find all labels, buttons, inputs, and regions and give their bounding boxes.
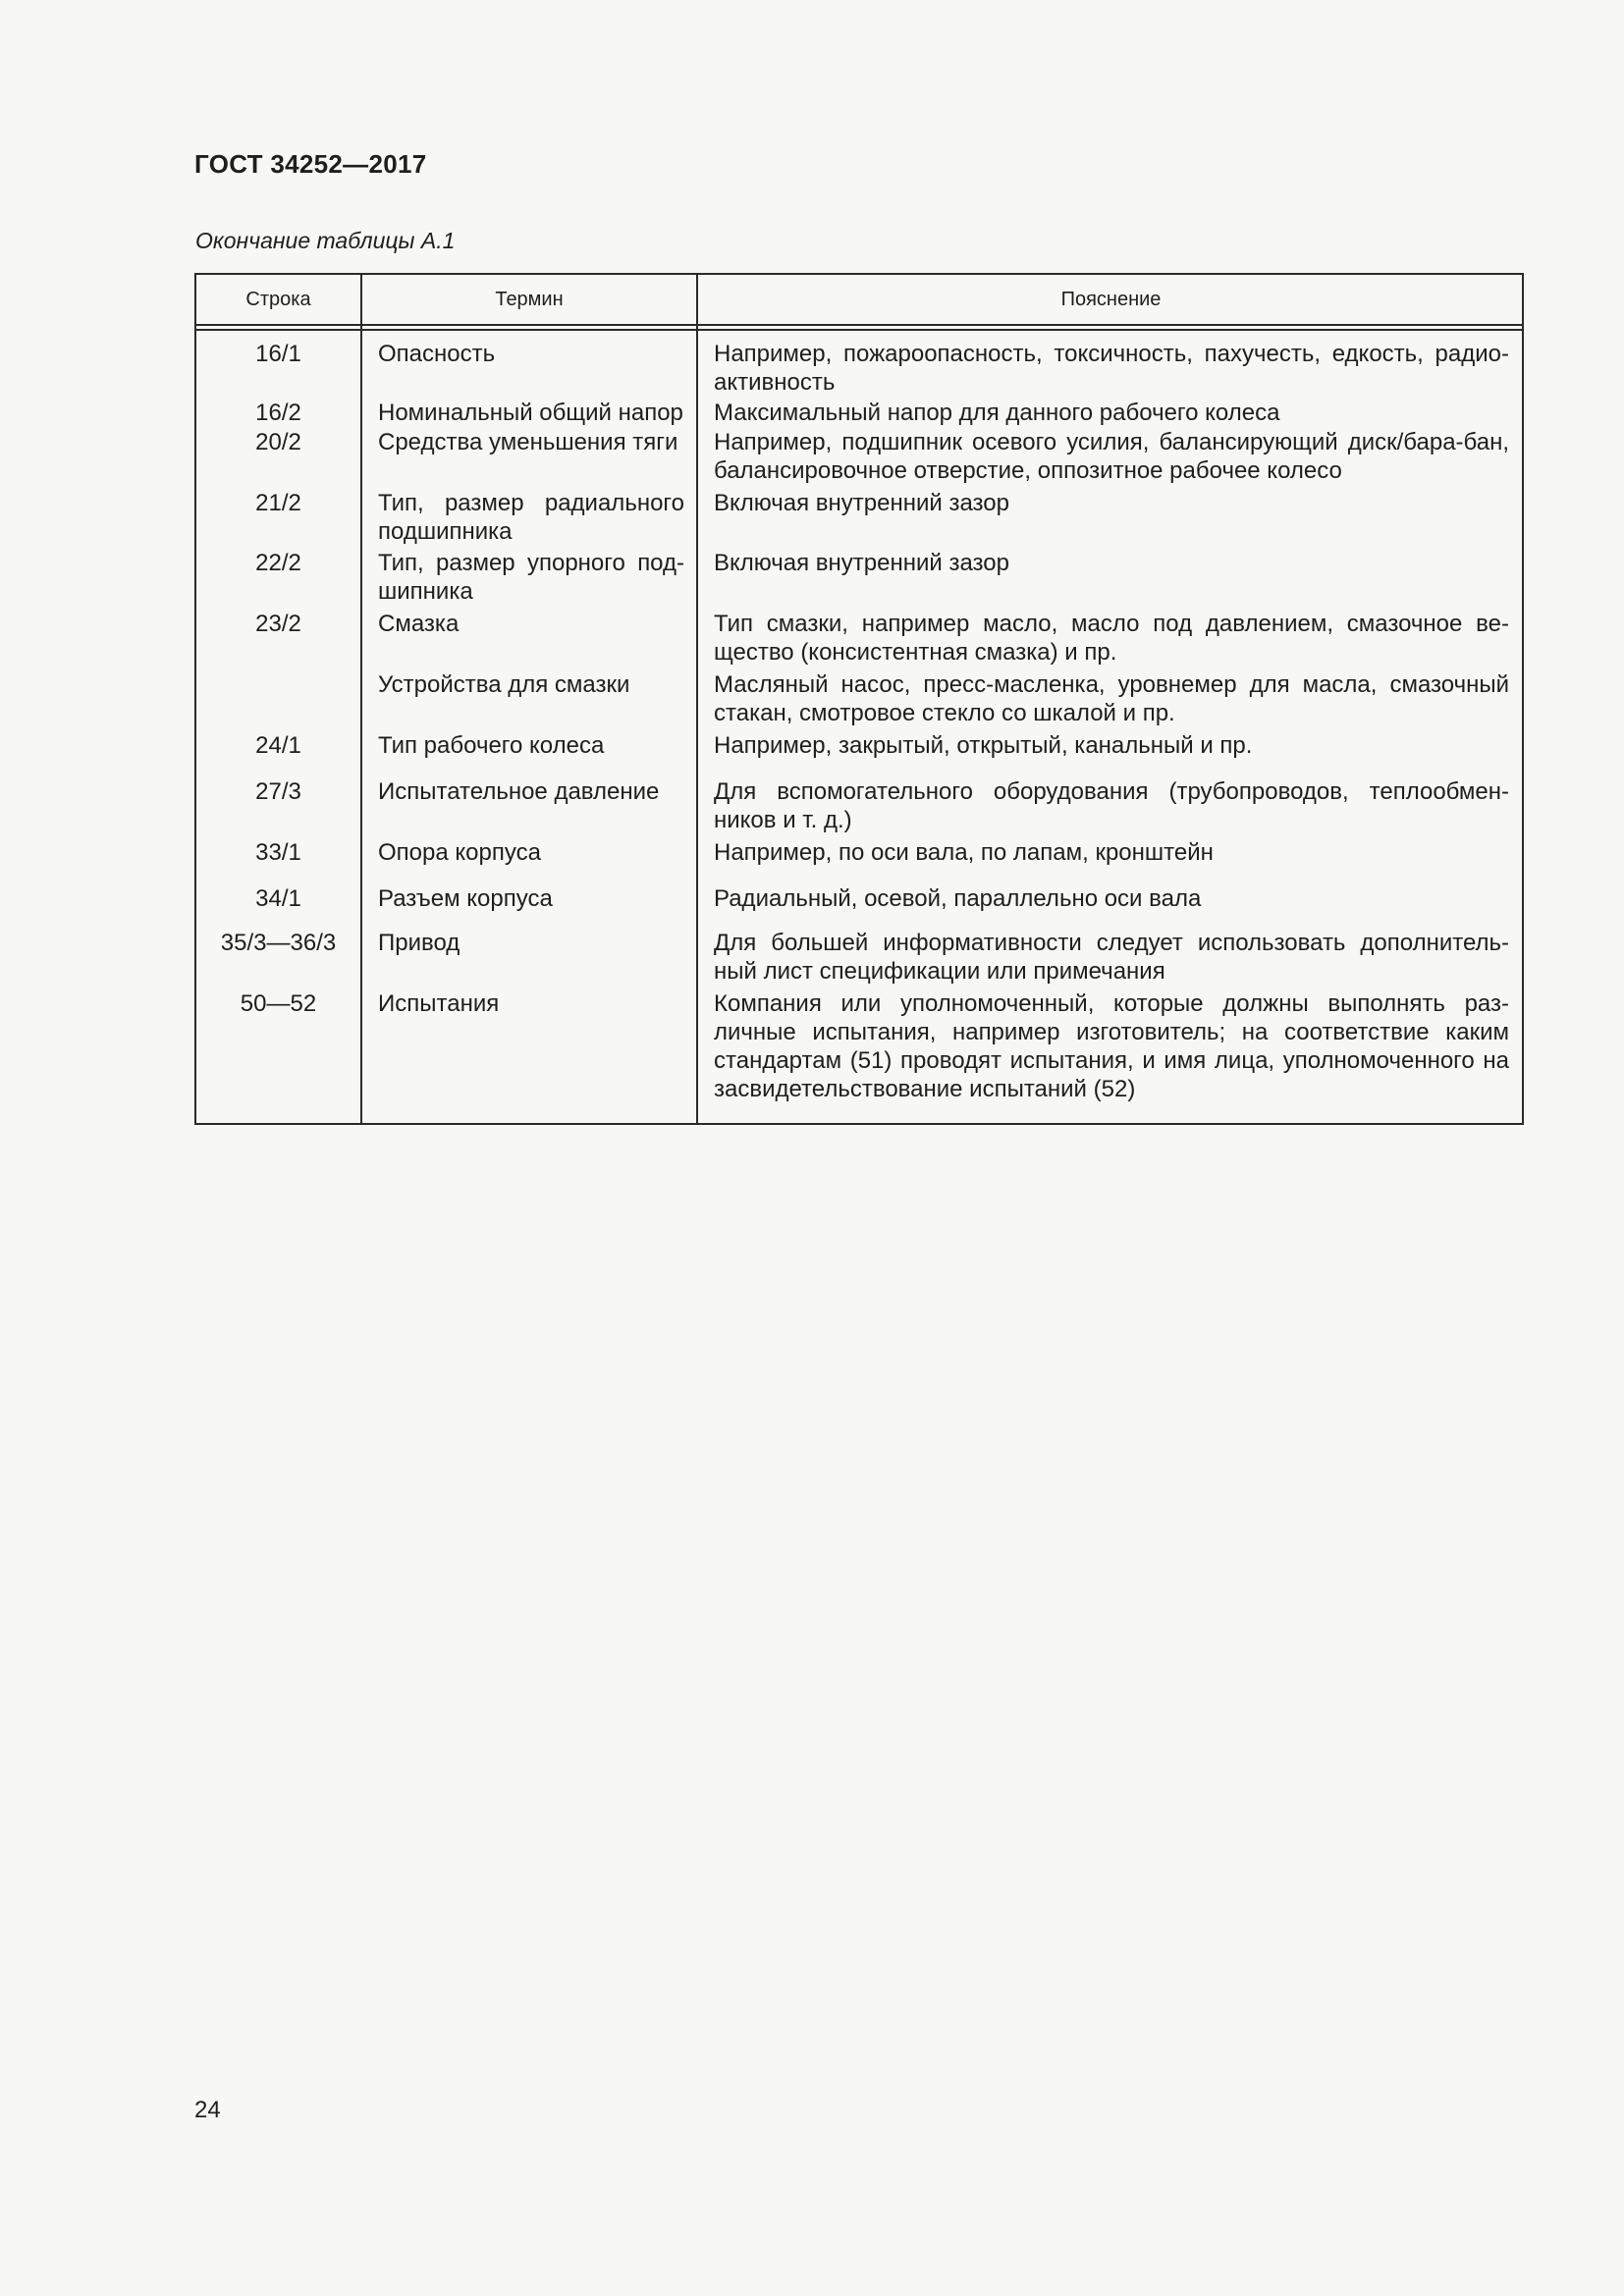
row-note: Например, пожароопасность, токсичность, пахучесть, едкость, радио-активность [714, 341, 1509, 396]
document-title: ГОСТ 34252—2017 [194, 149, 427, 179]
row-term: Смазка [378, 611, 460, 637]
row-note: Например, подшипник осевого усилия, балансирующий диск/бара-бан, балансировочное отверстие, оппозитное рабочее колесо [714, 429, 1509, 484]
row-code: 23/2 [255, 611, 301, 637]
row-note: Масляный насос, пресс-масленка, уровнемер для масла, смазочный стакан, смотровое стекло со шкалой и пр. [714, 671, 1509, 726]
column-header-explanation: Пояснение [1060, 289, 1162, 310]
header-divider [196, 324, 1522, 326]
header-divider [196, 329, 1522, 331]
row-term: Тип, размер упорного под-шипника [378, 550, 684, 605]
row-note: Для вспомогательного оборудования (трубопроводов, теплообмен-ников и т. д.) [714, 778, 1509, 833]
row-term: Опора корпуса [378, 839, 541, 866]
table-caption: Окончание таблицы А.1 [195, 228, 456, 253]
row-term: Испытания [378, 990, 500, 1017]
row-code: 20/2 [255, 429, 301, 455]
row-note: Включая внутренний зазор [714, 550, 1009, 576]
row-note: Тип смазки, например масло, масло под давлением, смазочное ве-щество (консистентная смазка) и пр. [714, 611, 1509, 666]
row-term: Разъем корпуса [378, 885, 553, 912]
row-term: Тип, размер радиального подшипника [378, 490, 684, 545]
row-note: Радиальный, осевой, параллельно оси вала [714, 885, 1202, 912]
row-term: Номинальный общий напор [378, 400, 683, 426]
row-code: 24/1 [255, 732, 301, 759]
row-note: Например, закрытый, открытый, канальный и пр. [714, 732, 1253, 759]
row-term: Средства уменьшения тяги [378, 429, 678, 455]
row-note: Компания или уполномоченный, которые должны выполнять раз-личные испытания, например изготовитель; на соответствие каким стандартам (51) проводят испытания, и имя лица, уполномоченного на засвидетельствование испытаний (52) [714, 990, 1509, 1102]
column-divider [696, 275, 698, 1123]
column-divider [360, 275, 362, 1123]
row-term: Опасность [378, 341, 496, 367]
row-note: Например, по оси вала, по лапам, кронштейн [714, 839, 1214, 866]
row-note: Максимальный напор для данного рабочего колеса [714, 400, 1280, 426]
row-code: 16/1 [255, 341, 301, 367]
row-code: 33/1 [255, 839, 301, 866]
row-code: 35/3—36/3 [220, 930, 337, 956]
column-header-row: Строка [245, 289, 311, 310]
row-code: 27/3 [255, 778, 301, 805]
row-term: Устройства для смазки [378, 671, 630, 698]
row-term: Привод [378, 930, 460, 956]
row-code: 34/1 [255, 885, 301, 912]
row-term: Испытательное давление [378, 778, 660, 805]
row-code: 50—52 [240, 990, 317, 1017]
row-code: 21/2 [255, 490, 301, 516]
column-header-term: Термин [495, 289, 564, 310]
spec-table [194, 273, 1524, 1125]
row-note: Включая внутренний зазор [714, 490, 1009, 516]
row-code: 22/2 [255, 550, 301, 576]
row-term: Тип рабочего колеса [378, 732, 605, 759]
page-number: 24 [194, 2097, 221, 2123]
row-code: 16/2 [255, 400, 301, 426]
row-note: Для большей информативности следует использовать дополнитель-ный лист спецификации или примечания [714, 930, 1509, 985]
